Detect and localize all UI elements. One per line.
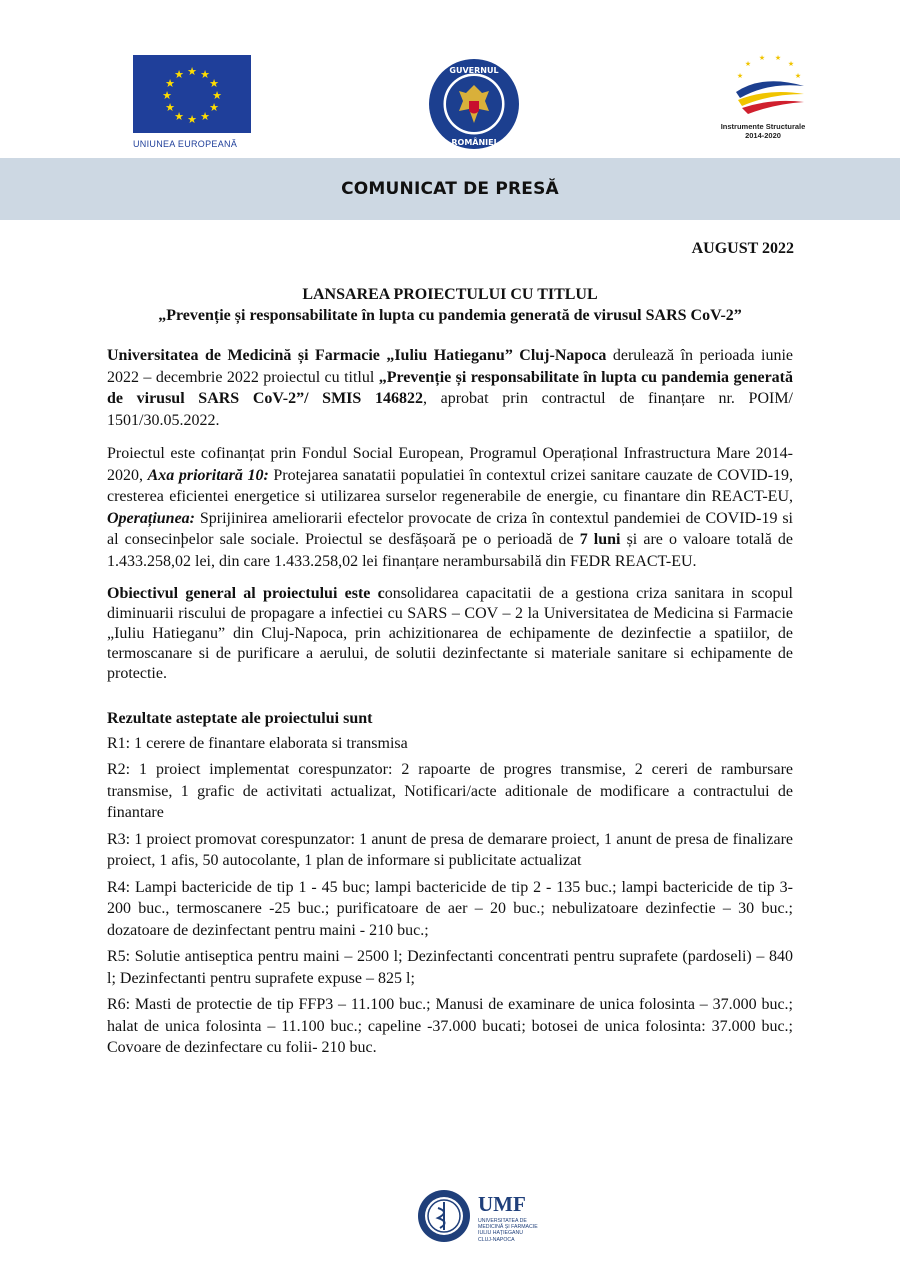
title-band — [0, 158, 900, 220]
umf-logo — [416, 1188, 546, 1248]
svg-text:★: ★ — [774, 54, 782, 62]
duration-value: 7 luni — [579, 531, 621, 548]
government-logo — [427, 57, 521, 151]
structural-instruments-label — [700, 122, 826, 140]
heading-line2: „Prevenție și responsabilitate în lupta cu pandemia generată de virusul SARS CoV-2” — [158, 307, 742, 324]
svg-text:★: ★ — [212, 89, 222, 102]
heading-line1: LANSAREA PROIECTULUI CU TITLUL — [302, 286, 598, 303]
results-title: Rezultate asteptate ale proiectului sunt — [107, 710, 373, 727]
svg-text:★: ★ — [174, 68, 184, 81]
svg-text:GUVERNUL: GUVERNUL — [449, 66, 499, 75]
svg-text:★: ★ — [736, 72, 744, 80]
intro-paragraph — [107, 345, 793, 431]
is-label-line1: Instrumente Structurale — [720, 122, 806, 131]
objective-paragraph — [107, 584, 793, 684]
financing-paragraph — [107, 443, 793, 572]
svg-text:★: ★ — [162, 89, 172, 102]
logo-row — [0, 0, 900, 158]
svg-text:★: ★ — [787, 60, 795, 68]
svg-text:★: ★ — [174, 110, 184, 123]
project-title: „Prevenție și responsabilitate în lupta cu pandemia generată de virusul SARS CoV-2”/ SMIS 146822 — [107, 368, 793, 407]
financing-text-3: Sprijinirea ameliorarii efectelor provocate de criza în contextul pandemiei de COVID-19 si al consecinþelor sale sociale. Proiectul se desfășoară pe o perioadă de — [107, 509, 793, 548]
objective-label: Obiectivul general al proiectului este c — [107, 585, 385, 602]
umf-sub-line4: CLUJ-NAPOCA — [478, 1236, 515, 1243]
document-body — [107, 284, 793, 1064]
svg-text:★: ★ — [165, 101, 175, 114]
result-item: R3: 1 proiect promovat corespunzator: 1 anunt de presa de demarare proiect, 1 anunt de presa de finalizare proiect, 1 afis, 50 autocolante, 1 plan de informare si publicitate actualizat — [107, 830, 793, 869]
eu-logo — [133, 55, 253, 149]
is-label-line2: 2014-2020 — [745, 131, 781, 140]
eu-label: UNIUNEA EUROPEANĂ — [133, 139, 238, 149]
result-item: R1: 1 cerere de finantare elaborata si transmisa — [107, 734, 408, 752]
operation-label: Operațiunea: — [107, 509, 195, 527]
intro-text-1: derulează în perioada iunie 2022 – decembrie 2022 proiectul cu titlul — [107, 347, 794, 386]
result-item: R2: 1 proiect implementat corespunzator: 2 rapoarte de progres transmise, 2 cereri de rambursare transmise, 1 grafic de activitati actualizat, Notificari/acte aditionale de modificare a contractului de finantare — [107, 761, 793, 821]
financing-text-1: Proiectul este cofinanțat prin Fondul Social European, Programul Operațional Infrastructura Mare 2014-2020, — [107, 445, 793, 484]
svg-text:★: ★ — [209, 101, 219, 114]
press-release-title: COMUNICAT DE PRESĂ — [341, 179, 559, 199]
release-date: AUGUST 2022 — [691, 240, 794, 257]
result-item: R6: Masti de protectie de tip FFP3 – 11.100 buc.; Manusi de examinare de unica folosinta – 37.000 buc.; halat de unica folosinta – 11.100 buc.; capeline -37.000 bucati; botosei de unica folosinta: 37.000 buc.; Covoare de dezinfectare cu folii- 210 buc. — [107, 996, 793, 1056]
svg-text:★: ★ — [200, 110, 210, 123]
umf-subtitle — [478, 1218, 548, 1243]
svg-text:★: ★ — [165, 77, 175, 90]
svg-text:★: ★ — [209, 77, 219, 90]
intro-text-2: , aprobat prin contractul de finanțare nr. POIM/ 1501/30.05.2022. — [107, 390, 793, 429]
umf-text: UMF — [478, 1192, 526, 1216]
priority-axis-label: Axa prioritară 10: — [147, 466, 269, 484]
svg-text:★: ★ — [744, 60, 752, 68]
svg-text:★: ★ — [200, 68, 210, 81]
result-item: R4: Lampi bactericide de tip 1 - 45 buc; lampi bactericide de tip 2 - 135 buc.; lampi bactericide de tip 3- 200 buc., termoscanere -25 buc.; purificatoare de aer – 20 buc.; nebulizatoare dezinfectie – 30 buc.; dozatoare de dezinfectant pentru maini - 210 buc.; — [107, 878, 793, 939]
financing-text-4: și are o valoare totală de 1.433.258,02 lei, din care 1.433.258,02 lei finanțare nerambursabilă din FEDR REACT-EU. — [107, 531, 794, 570]
svg-text:★: ★ — [758, 54, 766, 62]
eu-flag-icon — [133, 55, 251, 133]
result-item: R5: Solutie antiseptica pentru maini – 2500 l; Dezinfectanti concentrati pentru suprafete (pardoseli) – 840 l; Dezinfectanti pentru suprafete expuse – 825 l; — [107, 948, 793, 987]
umf-sub-line2: MEDICINĂ ȘI FARMACIE — [478, 1224, 538, 1231]
financing-text-2: Protejarea sanatatii populatiei în contextul crizei sanitare cauzate de COVID-19, cresterea eficientei energetice si utilizarea surselor regenerabile de energie, cu finantare din REACT-EU, — [107, 466, 794, 505]
umf-sub-line3: IULIU HAȚIEGANU — [478, 1230, 523, 1237]
svg-text:★: ★ — [187, 113, 197, 126]
university-name: Universitatea de Medicină și Farmacie „Iuliu Hatieganu” Cluj-Napoca — [107, 347, 607, 364]
objective-text: onsolidarea capacitatii de a gestiona criza sanitara in scopul diminuarii riscului de propagare a infectiei cu SARS – COV – 2 la Universitatea de Medicina si Farmacie „Iuliu Hatieganu” din Cluj-Napoca, prin achizitionarea de echipamente de dezinfectie a spatiilor, de termoscanare si de purificare a aerului, de solutii dezinfectante si materiale sanitare si echipamente de protectie. — [107, 585, 794, 682]
svg-text:ROMÂNIEI: ROMÂNIEI — [451, 138, 497, 147]
svg-text:★: ★ — [187, 65, 197, 78]
umf-sub-line1: UNIVERSITATEA DE — [478, 1218, 527, 1224]
svg-text:★: ★ — [794, 72, 802, 80]
umf-seal-icon — [416, 1188, 472, 1244]
